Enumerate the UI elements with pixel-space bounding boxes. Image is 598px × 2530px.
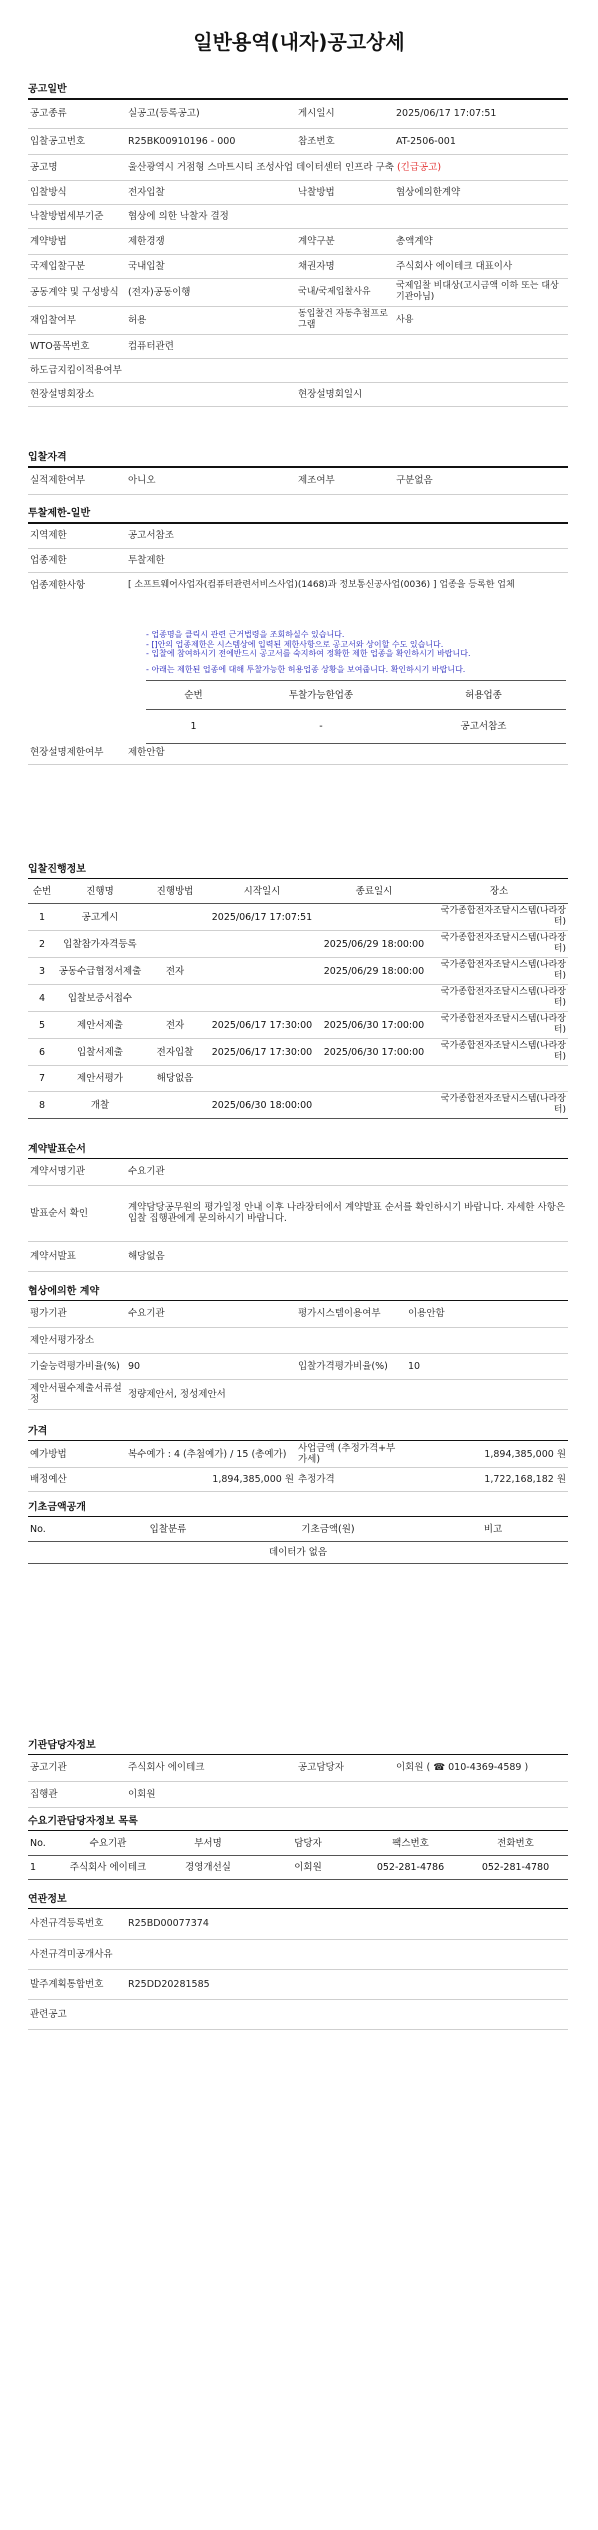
cell: 이회원 bbox=[258, 1856, 358, 1880]
field-value: 구분없음 bbox=[394, 468, 568, 494]
field-label: 발표순서 확인 bbox=[28, 1185, 126, 1241]
table-row bbox=[28, 1999, 568, 2029]
field-value: 2025/06/17 17:07:51 bbox=[394, 100, 568, 128]
empty-message: 데이터가 없음 bbox=[28, 1542, 568, 1564]
section-heading: 기초금액공개 bbox=[28, 1502, 568, 1517]
table-cell bbox=[318, 1092, 430, 1119]
cell: 052-281-4786 bbox=[358, 1856, 463, 1880]
notice-name-label: 공고명 bbox=[28, 154, 126, 180]
table-cell: 국가종합전자조달시스템(나라장터) bbox=[430, 1012, 568, 1039]
field-label: 입찰가격평가비율(%) bbox=[296, 1353, 406, 1379]
table-cell: 2 bbox=[28, 931, 56, 958]
field-label: 집행관 bbox=[28, 1781, 126, 1807]
table-cell: 전자입찰 bbox=[144, 1039, 206, 1066]
field-value bbox=[126, 1327, 296, 1353]
col-person: 담당자 bbox=[258, 1831, 358, 1856]
col-dept: 부서명 bbox=[158, 1831, 258, 1856]
field-value bbox=[126, 382, 296, 406]
field-label bbox=[296, 1379, 406, 1409]
site-restriction-row bbox=[28, 742, 568, 765]
section-heading: 투찰제한-일반 bbox=[28, 508, 568, 524]
table-row bbox=[28, 1092, 568, 1119]
urgent-badge: (긴급공고) bbox=[396, 161, 442, 173]
table-row bbox=[28, 1353, 568, 1379]
field-value: 전자입찰 bbox=[126, 180, 296, 204]
field-value bbox=[126, 358, 296, 382]
table-cell: 국가종합전자조달시스템(나라장터) bbox=[430, 931, 568, 958]
general-table bbox=[28, 100, 568, 407]
restriction-note-4: - 아래는 제한된 업종에 대해 투찰가능한 허용업종 상황을 보여줍니다. 확인하시기 바랍니다. bbox=[146, 665, 466, 674]
table-cell bbox=[206, 958, 318, 985]
page-title: 일반용역(내자)공고상세 bbox=[193, 30, 405, 54]
field-label: WTO품목번호 bbox=[28, 334, 126, 358]
field-value: R25BD00077374 bbox=[126, 1909, 568, 1939]
cell: 주식회사 에이테크 bbox=[58, 1856, 158, 1880]
field-value: 주식회사 에이테크 대표이사 bbox=[394, 254, 568, 278]
note-2: - []안의 업종제한은 시스템상에 입력된 제한사항으로 공고서와 상이할 수도 있습니다. bbox=[146, 639, 444, 649]
region-label: 지역제한 bbox=[28, 524, 126, 548]
section-officer bbox=[28, 1740, 568, 1808]
col-org: 수요기관 bbox=[58, 1831, 158, 1856]
field-value: 협상에 의한 낙찰자 결정 bbox=[126, 204, 296, 228]
table-row bbox=[28, 985, 568, 1012]
table-row bbox=[28, 180, 568, 204]
cell: 공고서참조 bbox=[401, 710, 566, 744]
field-label: 공고종류 bbox=[28, 100, 126, 128]
field-value: 주식회사 에이테크 bbox=[126, 1755, 296, 1781]
field-value: 허용 bbox=[126, 306, 296, 334]
table-row bbox=[28, 1909, 568, 1939]
col-fax: 팩스번호 bbox=[358, 1831, 463, 1856]
table-cell: 2025/06/29 18:00:00 bbox=[318, 931, 430, 958]
field-value: 해당없음 bbox=[126, 1241, 568, 1271]
price-method-label: 예가방법 bbox=[28, 1441, 126, 1468]
related-table bbox=[28, 1909, 568, 2030]
table-row bbox=[28, 128, 568, 154]
item-value[interactable] bbox=[126, 572, 568, 598]
section-heading: 기관담당자정보 bbox=[28, 1740, 568, 1755]
table-row bbox=[28, 1012, 568, 1039]
field-value bbox=[394, 1781, 568, 1807]
section-qualification bbox=[28, 452, 568, 495]
table-cell bbox=[144, 1092, 206, 1119]
table-cell: 1 bbox=[28, 904, 56, 931]
section-heading: 협상에의한 계약 bbox=[28, 1286, 568, 1301]
field-label: 실적제한여부 bbox=[28, 468, 126, 494]
field-label bbox=[296, 358, 394, 382]
table-cell: 2025/06/30 17:00:00 bbox=[318, 1039, 430, 1066]
table-cell bbox=[206, 931, 318, 958]
table-row bbox=[28, 931, 568, 958]
table-row bbox=[28, 1939, 568, 1969]
column-header: 순번 bbox=[28, 879, 56, 904]
proposal-table bbox=[28, 1159, 568, 1272]
base-amount-table bbox=[28, 1517, 568, 1564]
table-cell: 국가종합전자조달시스템(나라장터) bbox=[430, 904, 568, 931]
table-cell: 7 bbox=[28, 1066, 56, 1092]
table-row bbox=[28, 958, 568, 985]
field-label: 재입찰여부 bbox=[28, 306, 126, 334]
field-label: 현장설명회일시 bbox=[296, 382, 394, 406]
table-row bbox=[28, 1185, 568, 1241]
table-header bbox=[28, 879, 568, 904]
table-row bbox=[28, 204, 568, 228]
table-cell bbox=[144, 931, 206, 958]
field-value: 이용안함 bbox=[406, 1301, 568, 1327]
section-heading: 수요기관담당자정보 목록 bbox=[28, 1816, 568, 1831]
table-cell: 입찰서제출 bbox=[56, 1039, 144, 1066]
field-value: 국제입찰 비대상(고시금액 이하 또는 대상기관아님) bbox=[394, 278, 568, 306]
officer-table bbox=[28, 1755, 568, 1808]
table-cell: 2025/06/30 17:00:00 bbox=[318, 1012, 430, 1039]
col-category: 입찰분류 bbox=[98, 1517, 238, 1542]
table-cell: 입찰참가자격등록 bbox=[56, 931, 144, 958]
column-header: 장소 bbox=[430, 879, 568, 904]
field-value: 수요기관 bbox=[126, 1301, 296, 1327]
field-value bbox=[126, 1999, 568, 2029]
table-row bbox=[28, 1066, 568, 1092]
field-value: 이회원 ( ☎ 010-4369-4589 ) bbox=[394, 1755, 568, 1781]
field-value: (전자)공동이행 bbox=[126, 278, 296, 306]
field-label: 국제입찰구분 bbox=[28, 254, 126, 278]
field-value: 90 bbox=[126, 1353, 296, 1379]
price-table bbox=[28, 1441, 568, 1492]
table-cell: 3 bbox=[28, 958, 56, 985]
field-label: 제조여부 bbox=[296, 468, 394, 494]
field-value bbox=[394, 204, 568, 228]
table-cell bbox=[144, 904, 206, 931]
field-label: 낙찰방법세부기준 bbox=[28, 204, 126, 228]
table-cell: 개찰 bbox=[56, 1092, 144, 1119]
table-cell: 2025/06/29 18:00:00 bbox=[318, 958, 430, 985]
site-value: 제한안함 bbox=[126, 742, 568, 764]
table-cell: 6 bbox=[28, 1039, 56, 1066]
table-cell: 2025/06/30 18:00:00 bbox=[206, 1092, 318, 1119]
field-value: 아니오 bbox=[126, 468, 296, 494]
table-cell: 입찰보증서접수 bbox=[56, 985, 144, 1012]
col-base: 기초금액(원) bbox=[238, 1517, 418, 1542]
field-label: 동입찰건 자동추첨프로그램 bbox=[296, 306, 394, 334]
section-heading: 입찰진행정보 bbox=[28, 864, 568, 879]
section-heading: 공고일반 bbox=[28, 84, 568, 100]
price-method-value: 복수예가 : 4 (추첨예가) / 15 (총예가) bbox=[126, 1441, 296, 1468]
field-value bbox=[126, 1939, 568, 1969]
field-value: 이회원 bbox=[126, 1781, 296, 1807]
qualification-table bbox=[28, 468, 568, 495]
table-cell: 제안서제출 bbox=[56, 1012, 144, 1039]
negotiation-table bbox=[28, 1301, 568, 1410]
budget-value: 1,894,385,000 원 bbox=[126, 1468, 296, 1492]
col-note: 비고 bbox=[418, 1517, 568, 1542]
field-label: 계약구분 bbox=[296, 228, 394, 254]
table-cell: 전자 bbox=[144, 1012, 206, 1039]
section-heading: 입찰자격 bbox=[28, 452, 568, 468]
field-value: R25DD20281585 bbox=[126, 1969, 568, 1999]
section-general bbox=[28, 84, 568, 407]
table-row bbox=[28, 278, 568, 306]
estimate-label: 추정가격 bbox=[296, 1468, 406, 1492]
field-label: 게시일시 bbox=[296, 100, 394, 128]
table-row bbox=[28, 254, 568, 278]
table-cell bbox=[318, 1066, 430, 1092]
table-row bbox=[28, 382, 568, 406]
column-header: 진행명 bbox=[56, 879, 144, 904]
table-cell bbox=[318, 985, 430, 1012]
field-value: 사용 bbox=[394, 306, 568, 334]
table-cell: 2025/06/17 17:30:00 bbox=[206, 1012, 318, 1039]
field-label: 계약방법 bbox=[28, 228, 126, 254]
field-label bbox=[296, 1327, 406, 1353]
col-allowed: 투찰가능한업종 bbox=[241, 681, 401, 710]
col-phone: 전화번호 bbox=[463, 1831, 568, 1856]
site-label: 현장설명제한여부 bbox=[28, 742, 126, 764]
field-value bbox=[394, 382, 568, 406]
field-label: 공고담당자 bbox=[296, 1755, 394, 1781]
table-cell: 전자 bbox=[144, 958, 206, 985]
demand-table bbox=[28, 1831, 568, 1880]
field-label: 참조번호 bbox=[296, 128, 394, 154]
estimate-value: 1,722,168,182 원 bbox=[406, 1468, 568, 1492]
restriction-notes bbox=[146, 630, 566, 659]
table-row bbox=[28, 1755, 568, 1781]
field-label: 평가기관 bbox=[28, 1301, 126, 1327]
field-value: 총액계약 bbox=[394, 228, 568, 254]
table-cell: 2025/06/17 17:30:00 bbox=[206, 1039, 318, 1066]
table-cell bbox=[430, 1066, 568, 1092]
cell: 1 bbox=[146, 710, 241, 744]
table-cell: 2025/06/17 17:07:51 bbox=[206, 904, 318, 931]
item-label: 업종제한사항 bbox=[30, 579, 86, 591]
table-row bbox=[28, 100, 568, 128]
field-label bbox=[296, 204, 394, 228]
col-no: No. bbox=[28, 1517, 98, 1542]
field-label: 공동계약 및 구성방식 bbox=[28, 278, 126, 306]
field-label: 사전규격등록번호 bbox=[28, 1909, 126, 1939]
field-label: 국내/국제입찰사유 bbox=[296, 278, 394, 306]
section-heading: 연관정보 bbox=[28, 1894, 568, 1909]
field-value: 10 bbox=[406, 1353, 568, 1379]
table-row bbox=[28, 1301, 568, 1327]
column-header: 종료일시 bbox=[318, 879, 430, 904]
section-heading: 가격 bbox=[28, 1426, 568, 1441]
field-label: 하도급지킴이적용여부 bbox=[28, 358, 126, 382]
business-amount-value: 1,894,385,000 원 bbox=[406, 1441, 568, 1468]
table-cell: 제안서평가 bbox=[56, 1066, 144, 1092]
field-label: 채권자명 bbox=[296, 254, 394, 278]
field-value bbox=[394, 334, 568, 358]
field-value: 실공고(등록공고) bbox=[126, 100, 296, 128]
biz-value: 투찰제한 bbox=[126, 548, 568, 572]
table-row bbox=[28, 154, 568, 180]
table-cell bbox=[144, 985, 206, 1012]
field-value: 수요기관 bbox=[126, 1159, 568, 1185]
section-price bbox=[28, 1426, 568, 1492]
field-label: 현장설명회장소 bbox=[28, 382, 126, 406]
table-row bbox=[28, 1241, 568, 1271]
field-label: 입찰공고번호 bbox=[28, 128, 126, 154]
biz-label: 업종제한 bbox=[28, 548, 126, 572]
field-value bbox=[406, 1379, 568, 1409]
section-progress bbox=[28, 864, 568, 1119]
cell: 1 bbox=[28, 1856, 58, 1880]
field-value: 계약담당공무원의 평가일정 안내 이후 나라장터에서 계약발표 순서를 확인하시기 바랍니다. 자세한 사항은 입찰 집행관에게 문의하시기 바랍니다. bbox=[126, 1185, 568, 1241]
table-row bbox=[28, 904, 568, 931]
table-row bbox=[28, 228, 568, 254]
table-cell: 국가종합전자조달시스템(나라장터) bbox=[430, 1039, 568, 1066]
section-base-amount bbox=[28, 1502, 568, 1564]
section-heading: 계약발표순서 bbox=[28, 1144, 568, 1159]
col-no: No. bbox=[28, 1831, 58, 1856]
field-value: R25BK00910196 - 000 bbox=[126, 128, 296, 154]
column-header: 시작일시 bbox=[206, 879, 318, 904]
table-cell: 8 bbox=[28, 1092, 56, 1119]
field-value: 제한경쟁 bbox=[126, 228, 296, 254]
section-related bbox=[28, 1894, 568, 2030]
table-cell: 공고게시 bbox=[56, 904, 144, 931]
note-1: - 업종명을 클릭시 관련 근거법령을 조회하실수 있습니다. bbox=[146, 630, 345, 639]
table-row bbox=[28, 1379, 568, 1409]
region-value: 공고서참조 bbox=[126, 524, 568, 548]
table-cell: 국가종합전자조달시스템(나라장터) bbox=[430, 1092, 568, 1119]
field-label: 관련공고 bbox=[28, 1999, 126, 2029]
table-cell: 공동수급협정서제출 bbox=[56, 958, 144, 985]
col-seq: 순번 bbox=[146, 681, 241, 710]
field-label: 공고기관 bbox=[28, 1755, 126, 1781]
table-row bbox=[28, 468, 568, 494]
field-label: 낙찰방법 bbox=[296, 180, 394, 204]
table-cell bbox=[206, 1066, 318, 1092]
table-row bbox=[28, 1969, 568, 1999]
cell: 경영개선실 bbox=[158, 1856, 258, 1880]
notice-name-value bbox=[126, 154, 568, 180]
field-value: AT-2506-001 bbox=[394, 128, 568, 154]
progress-table bbox=[28, 879, 568, 1119]
section-proposal bbox=[28, 1144, 568, 1272]
restriction-table bbox=[28, 524, 568, 598]
table-cell bbox=[318, 904, 430, 931]
business-amount-label: 사업금액 (추정가격+부가세) bbox=[296, 1441, 406, 1468]
table-cell: 해당없음 bbox=[144, 1066, 206, 1092]
field-label: 평가시스템이용여부 bbox=[296, 1301, 406, 1327]
item-value-text[interactable]: [ 소프트웨어사업자(컴퓨터관련서비스사업)(1468)과 정보통신공사업(0036) ] 업종을 등록한 업체 bbox=[128, 579, 515, 590]
field-label: 계약서발표 bbox=[28, 1241, 126, 1271]
field-value: 국내입찰 bbox=[126, 254, 296, 278]
col-permit: 허용업종 bbox=[401, 681, 566, 710]
allowed-biz-table bbox=[146, 680, 566, 744]
cell: 052-281-4780 bbox=[463, 1856, 568, 1880]
table-row bbox=[28, 1781, 568, 1807]
field-label: 계약서명기관 bbox=[28, 1159, 126, 1185]
table-cell: 5 bbox=[28, 1012, 56, 1039]
section-demand bbox=[28, 1816, 568, 1880]
field-label: 기술능력평가비율(%) bbox=[28, 1353, 126, 1379]
section-negotiation bbox=[28, 1286, 568, 1410]
field-label: 입찰방식 bbox=[28, 180, 126, 204]
field-label bbox=[296, 1781, 394, 1807]
table-cell: 국가종합전자조달시스템(나라장터) bbox=[430, 985, 568, 1012]
section-restriction bbox=[28, 508, 568, 598]
cell: - bbox=[241, 710, 401, 744]
field-value: 협상에의한계약 bbox=[394, 180, 568, 204]
field-label bbox=[296, 334, 394, 358]
field-label: 제안서필수제출서류설정 bbox=[28, 1379, 126, 1409]
column-header: 진행방법 bbox=[144, 879, 206, 904]
field-label: 제안서평가장소 bbox=[28, 1327, 126, 1353]
table-row bbox=[28, 358, 568, 382]
table-row bbox=[28, 1327, 568, 1353]
table-row bbox=[28, 1039, 568, 1066]
field-value: 정량제안서, 정성제안서 bbox=[126, 1379, 296, 1409]
table-cell: 4 bbox=[28, 985, 56, 1012]
table-row bbox=[28, 1159, 568, 1185]
field-value: 컴퓨터관련 bbox=[126, 334, 296, 358]
field-value bbox=[406, 1327, 568, 1353]
field-value bbox=[394, 358, 568, 382]
budget-label: 배정예산 bbox=[28, 1468, 126, 1492]
table-cell bbox=[206, 985, 318, 1012]
field-label: 사전규격미공개사유 bbox=[28, 1939, 126, 1969]
notice-name-text: 울산광역시 거점형 스마트시티 조성사업 데이터센터 인프라 구축 bbox=[128, 161, 394, 173]
table-row bbox=[28, 334, 568, 358]
table-row bbox=[28, 306, 568, 334]
field-label: 발주계획통합번호 bbox=[28, 1969, 126, 1999]
table-cell: 국가종합전자조달시스템(나라장터) bbox=[430, 958, 568, 985]
note-3: - 입찰에 참여하시기 전에반드시 공고서를 숙지하여 정확한 제한 업종을 확인하시기 바랍니다. bbox=[146, 649, 471, 658]
